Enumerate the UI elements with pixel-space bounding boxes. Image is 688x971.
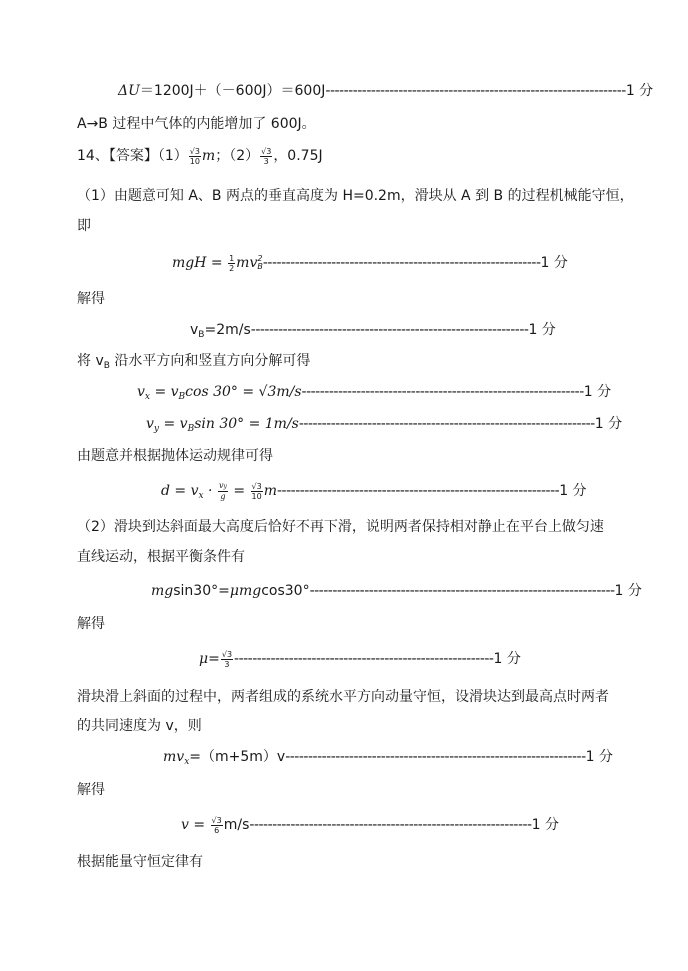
equation-line: $v_y = v_B\sin$ 30° = 1m/s-----------------------------------------------------------------1 分 <box>146 416 623 434</box>
paragraph-line: 即 <box>77 218 91 234</box>
paragraph-line: 由题意并根据抛体运动规律可得 <box>77 448 273 464</box>
fraction: $\frac{√3}{3}$ <box>221 649 233 669</box>
paragraph-line: 将 $v_B$ 沿水平方向和竖直方向分解可得 <box>77 353 311 371</box>
equation-line: $v_B=2m/s-------------------------------------------------------------1$ 分 <box>190 322 556 340</box>
fraction: $\frac{√3}{10}$ <box>251 481 262 501</box>
paragraph-line: 的共同速度为 v，则 <box>77 718 202 734</box>
conclusion-text: A→B 过程中气体的内能增加了 600J。 <box>77 116 316 132</box>
answer-14-line: 14、【答案】（1） $\frac{√3}{10}$ m；（2） $\frac{√3}{3}$ ，0.75J <box>77 146 323 166</box>
fraction: $\frac{√3}{6}$ <box>211 815 222 835</box>
equation-line: $d = v_x$ · $\frac{vy}{g}$ = $\frac{√3}{10}$ m--------------------------------------------------------------1 分 <box>161 481 587 501</box>
paragraph-line: 解得 <box>77 291 105 307</box>
equation-line: $mv_x=(m+5m)v------------------------------------------------------------------1$ 分 <box>163 749 613 767</box>
equation-line: μ= $\frac{√3}{3}$ ---------------------------------------------------------1 分 <box>199 649 521 669</box>
paragraph-line: （2）滑块到达斜面最大高度后恰好不再下滑，说明两者保持相对静止在平台上做匀速 <box>77 519 604 535</box>
energy-change-line: ΔU＝1200J＋（－600J）＝600J------------------------------------------------------------------1 分 <box>118 83 654 99</box>
equation-line: $v_x = v_B\cos$ 30° = √3m/s--------------------------------------------------------------1 分 <box>137 384 612 402</box>
fraction: $\frac{√3}{10}$ <box>189 146 200 166</box>
fraction: $\frac{√3}{3}$ <box>261 146 272 166</box>
equation-line: mgsin30°=μmgcos30°-------------------------------------------------------------------1 分 <box>151 583 642 599</box>
paragraph-line: 解得 <box>77 782 105 798</box>
paragraph-line: 直线运动，根据平衡条件有 <box>77 549 245 565</box>
fraction: $\frac{1}{2}$ <box>229 253 235 273</box>
paragraph-line: 根据能量守恒定律有 <box>77 854 203 870</box>
paragraph-line: （1）由题意可知 A、B 两点的垂直高度为 H=0.2m，滑块从 A 到 B 的过程机械能守恒， <box>77 188 634 204</box>
paragraph-line: 滑块滑上斜面的过程中，两者组成的系统水平方向动量守恒，设滑块达到最高点时两者 <box>77 689 609 705</box>
equation-line: v = $\frac{√3}{6}$ m/s--------------------------------------------------------------1 分 <box>181 815 559 835</box>
fraction: $\frac{vy}{g}$ <box>218 481 227 501</box>
paragraph-line: 解得 <box>77 616 105 632</box>
equation-line: mgH = $\frac{1}{2}$ mv 2 B -------------------------------------------------------------1 分 <box>172 253 568 273</box>
